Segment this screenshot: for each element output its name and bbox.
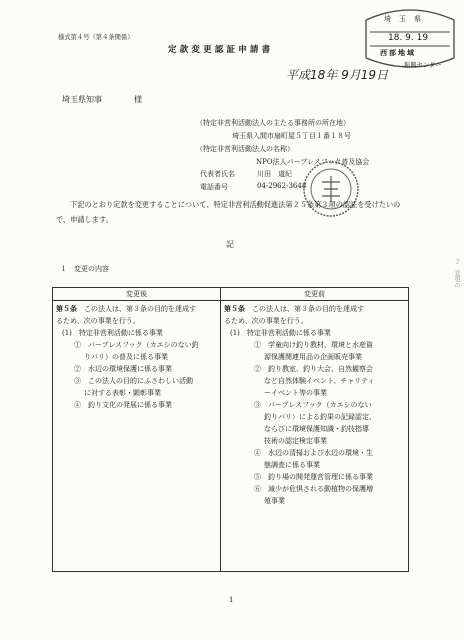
stamp-top-text: 埼玉県 xyxy=(384,15,429,23)
header-before: 変更前 xyxy=(221,288,409,301)
ki-heading: 記 xyxy=(226,240,234,249)
article-marker: 第５条 xyxy=(224,304,245,313)
table-line: など自然体験イベント、チャリティ xyxy=(264,377,375,385)
table-line: ならびに環境保護知識・釣技指導 xyxy=(264,425,369,433)
table-line: ⑤ 釣り場の開発運営管理に係る事業 xyxy=(254,473,373,481)
table-line: に対する表彰・顕彰事業 xyxy=(84,389,161,397)
stamp-date: 18. 9. 19 xyxy=(388,33,429,43)
rep-name: 川田 道紀 xyxy=(257,170,292,178)
table-line: 態調査に係る事業 xyxy=(264,461,320,469)
body-paragraph: 下記のとおり定款を変更することについて、特定非営利活動促進法第２５条第３項の認証を受けたいので、申請します。 xyxy=(56,200,401,224)
addressee: 埼玉県知事 様 xyxy=(62,95,142,104)
org-name: NPO法人バーブレスフック普及協会 xyxy=(256,158,370,166)
table-line: ② 釣り教室、釣り大会、自然観察会 xyxy=(254,365,373,373)
table-line: ④ 釣り文化の発展に係る事業 xyxy=(74,401,172,409)
stamp-office: 西部地域 xyxy=(380,48,416,57)
table-line: 源保護関連用品の企画販売事業 xyxy=(264,353,362,361)
table-line: ⑥ 減少が危惧される動植物の保護増 xyxy=(254,485,373,493)
table-line: 殖事業 xyxy=(264,497,285,505)
after-column xyxy=(53,301,220,411)
table-line: るため、次の事業を行う。 xyxy=(56,317,140,325)
article-text: この法人は、第３条の目的を達成す xyxy=(245,305,364,313)
table-line xyxy=(56,303,217,315)
table-line: ーイベント等の事業 xyxy=(264,389,327,397)
header-after: 変更後 xyxy=(53,288,221,301)
document-title: 定款変更認証申請書 xyxy=(168,45,274,55)
article-marker: 第５条 xyxy=(56,304,77,313)
table-line: ① 学童向け釣り教材、環境と水産資 xyxy=(254,341,373,349)
table-line: ② 水辺の環境保護に係る事業 xyxy=(74,365,172,373)
table-line: りバリ）の普及に係る事業 xyxy=(84,353,168,361)
reception-stamp xyxy=(362,6,458,102)
form-number: 様式第４号（第４条関係） xyxy=(58,34,134,41)
table-line: (1) 特定非営利活動に係る事業 xyxy=(62,329,163,337)
table-line: 技術の認定検定事業 xyxy=(264,437,327,445)
table-line: ③ バーブレスフック（カエシのない xyxy=(254,401,372,409)
table-line: (1) 特定非営利活動に係る事業 xyxy=(230,329,331,337)
rep-label: 代表者氏名 xyxy=(200,170,235,178)
table-line: ① バーブレスフック（カエシのない釣 xyxy=(74,341,199,349)
office-label: （特定非営利活動法人の主たる事務所の所在地） xyxy=(196,119,350,127)
comparison-table xyxy=(52,287,409,572)
table-line: ④ 水辺の清掃および水辺の環境・生 xyxy=(254,449,373,457)
article-text: この法人は、第３条の目的を達成す xyxy=(77,305,196,313)
handwritten-date: 平成18年 9月19日 xyxy=(286,68,388,82)
bleed-through-text: ２ 変更の xyxy=(453,258,460,288)
stamp-center: 振興センター xyxy=(404,62,442,69)
name-label: （特定非営利活動法人の名称） xyxy=(196,145,294,153)
section-heading: １ 変更の内容 xyxy=(60,265,109,273)
page-number: 1 xyxy=(229,596,234,604)
tel-label: 電話番号 xyxy=(200,183,228,191)
table-line: 釣りバリ）による釣果の記録認定、 xyxy=(264,413,376,421)
table-line xyxy=(224,303,405,315)
table-line: るため、次の事業を行う。 xyxy=(224,317,308,325)
table-line: ③ この法人の目的にふさわしい活動 xyxy=(74,377,193,385)
before-column xyxy=(221,301,408,507)
tel-number: 04-2962-3648 xyxy=(257,182,307,190)
office-address: 埼玉県入間市扇町屋５丁目１番１８号 xyxy=(232,132,351,140)
